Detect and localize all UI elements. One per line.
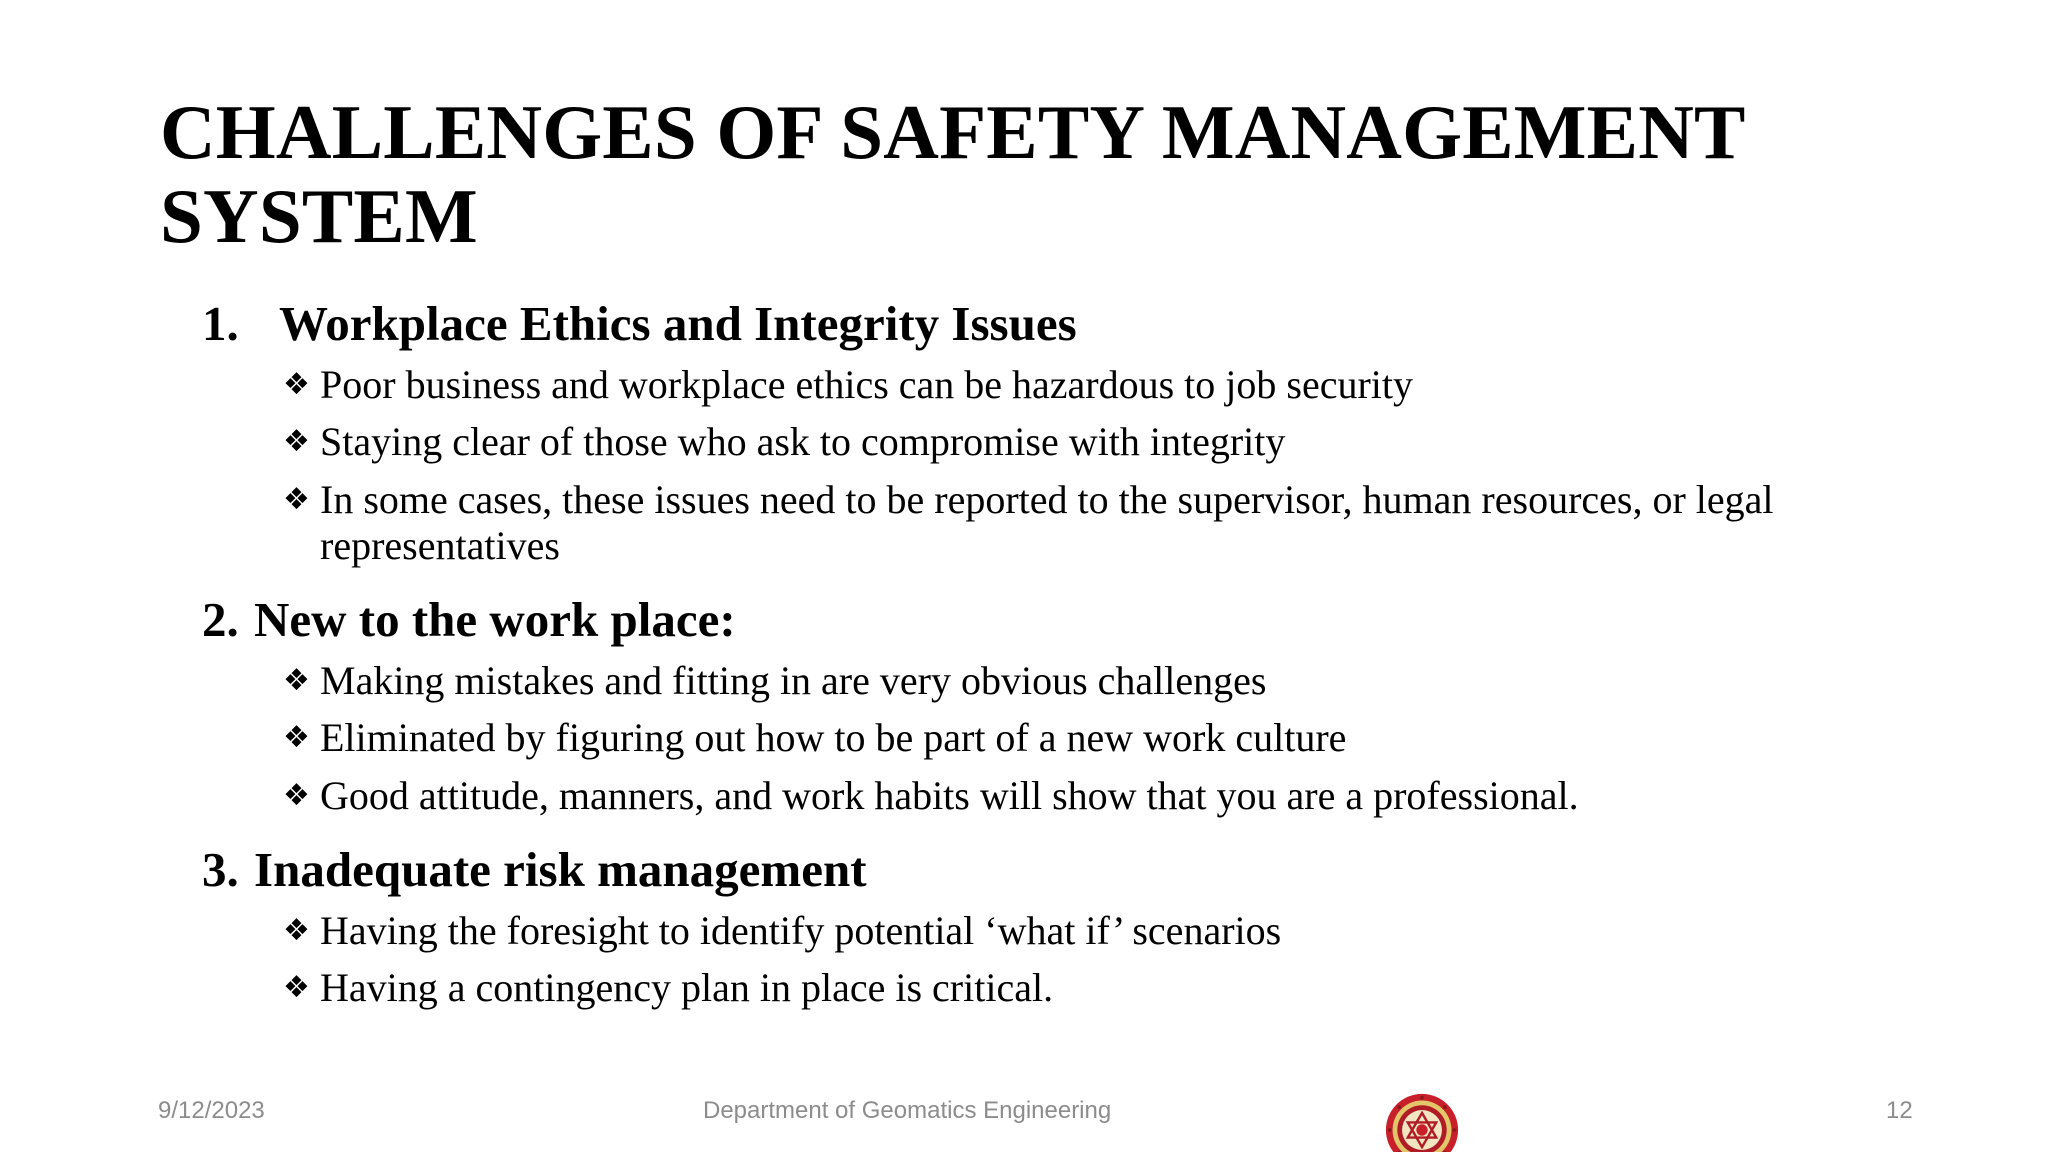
diamond-bullet-icon: ❖ [283, 778, 310, 813]
bullet-text: Poor business and workplace ethics can be hazardous to job security [320, 362, 1414, 407]
bullet-text: Having the foresight to identify potential ‘what if’ scenarios [320, 908, 1282, 953]
bullet-item [283, 773, 1823, 819]
bullet-item [283, 362, 1823, 408]
section-heading-text: New to the work place: [254, 592, 736, 647]
bullet-text: Good attitude, manners, and work habits will show that you are a professional. [320, 773, 1579, 818]
bullet-text: Eliminated by figuring out how to be part of a new work culture [320, 715, 1347, 760]
bullet-item [283, 715, 1823, 761]
bullet-item [283, 908, 1823, 954]
diamond-bullet-icon: ❖ [283, 970, 310, 1005]
diamond-bullet-icon: ❖ [283, 367, 310, 402]
diamond-bullet-icon: ❖ [283, 913, 310, 948]
footer-date: 9/12/2023 [158, 1097, 265, 1124]
section-number: 3. [202, 842, 239, 897]
section-heading-text: Workplace Ethics and Integrity Issues [279, 296, 1077, 351]
footer-department: Department of Geomatics Engineering [703, 1097, 1112, 1124]
diamond-bullet-icon: ❖ [283, 482, 310, 517]
slide-title-line-2: SYSTEM [160, 173, 478, 259]
diamond-bullet-icon: ❖ [283, 424, 310, 459]
section-heading-2 [202, 592, 736, 648]
bullet-text: In some cases, these issues need to be reported to the supervisor, human resources, or legal representatives [320, 477, 1774, 568]
bullet-item [283, 477, 1823, 569]
bullet-text: Having a contingency plan in place is critical. [320, 965, 1054, 1010]
section-number: 1. [202, 296, 239, 351]
section-heading-1 [202, 296, 1077, 352]
slide-number: 12 [1886, 1097, 1913, 1124]
bullet-text: Making mistakes and fitting in are very obvious challenges [320, 658, 1267, 703]
diamond-bullet-icon: ❖ [283, 720, 310, 755]
university-emblem-icon [1384, 1092, 1460, 1152]
bullet-item [283, 658, 1823, 704]
bullet-item [283, 965, 1823, 1011]
section-number: 2. [202, 592, 239, 647]
diamond-bullet-icon: ❖ [283, 663, 310, 698]
bullet-text: Staying clear of those who ask to compromise with integrity [320, 419, 1286, 464]
section-heading-text: Inadequate risk management [254, 842, 867, 897]
slide-title-line-1: CHALLENGES OF SAFETY MANAGEMENT [160, 89, 1746, 175]
section-heading-3 [202, 842, 867, 898]
bullet-item [283, 419, 1823, 465]
